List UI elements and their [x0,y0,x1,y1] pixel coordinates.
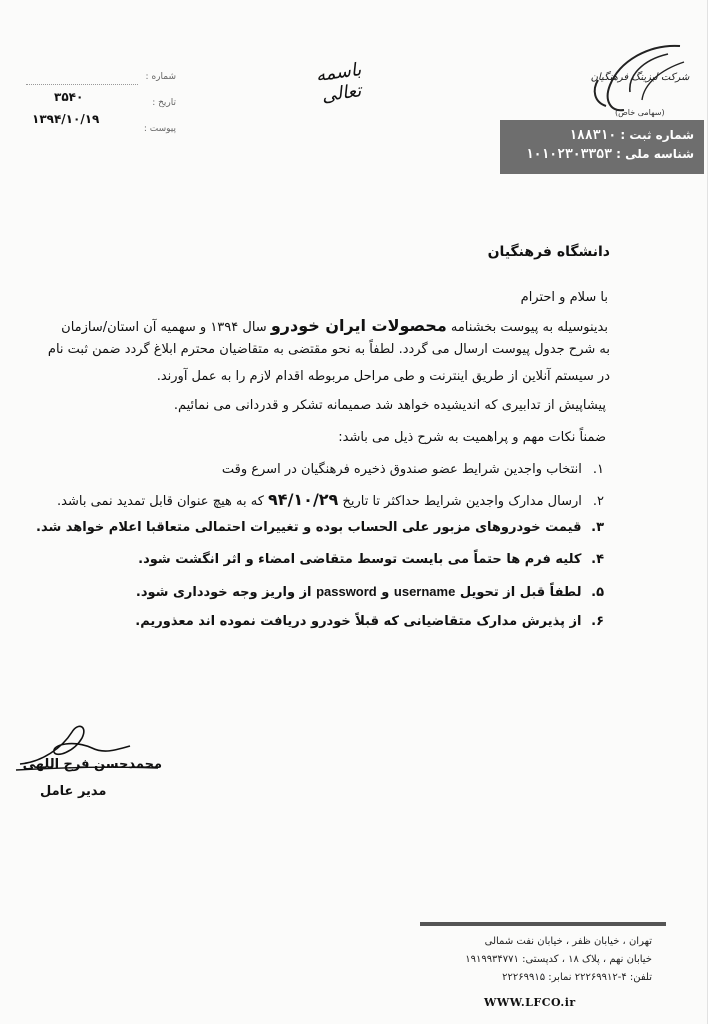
list-item-text-end: از واریز وجه خودداری شود. [135,585,312,600]
meta-number-label: شماره : [145,72,176,82]
recipient: دانشگاه فرهنگیان [487,244,610,260]
deadline-date: ۹۴/۱۰/۲۹ [268,490,339,509]
meta-number-value: ۳۵۴۰ [54,90,84,104]
password-keyword: password [316,584,377,599]
list-item-number: ۳. [591,520,604,535]
notes-intro: ضمناً نکات مهم و پراهمیت به شرح ذیل می باشد: [338,430,606,445]
list-item-text: انتخاب واجدین شرایط عضو صندوق ذخیره فرهنگیان در اسرع وقت [221,462,582,477]
list-item-conjunction: و [381,585,390,600]
list-item [57,490,604,509]
paragraph-4: پیشاپیش از تدابیری که اندیشیده خواهد شد صمیمانه تشکر و قدردانی می نمائیم. [173,398,606,413]
paragraph-3: در سیستم آنلاین از طریق اینترنت و طی مراحل مربوطه اقدام لازم را به عمل آورند. [156,369,610,384]
list-item-number: ۴. [591,552,604,567]
meta-line [26,84,138,85]
list-item-number: ۵. [591,585,604,600]
page-edge [707,0,724,1024]
footer-address-1: تهران ، خیابان ظفر ، خیابان نفت شمالی [484,936,652,947]
footer-phone: تلفن: ۴-۲۲۲۶۹۹۱۲ نمابر: ۲۲۲۶۹۹۱۵ [502,972,652,983]
list-item-text: ارسال مدارک واجدین شرایط حداکثر تا تاریخ [342,494,582,509]
list-item [138,552,604,567]
list-item-text: لطفاً قبل از تحویل [459,585,582,600]
paragraph-1-bold: محصولات ایران خودرو [270,316,447,335]
basmala: باسمه تعالی [314,59,363,107]
greeting: با سلام و احترام [520,290,608,305]
list-item-number: ۱. [592,462,604,477]
footer-website: WWW.LFCO.ir [484,996,576,1009]
signer-title: مدیر عامل [40,784,107,799]
list-item-text: کلیه فرم ها حتماً می بایست توسط متقاضی امضاء و اثر انگشت شود. [138,552,582,567]
footer-divider [420,922,666,926]
meta-date-value: ۱۳۹۴/۱۰/۱۹ [32,112,100,126]
logo-subtitle: (سهامی خاص) [615,108,665,117]
username-keyword: username [393,584,456,599]
list-item [222,462,604,477]
registration-box [500,120,704,174]
paragraph-2: به شرح جدول پیوست ارسال می گردد. لطفاً به نحو مقتضی به متقاضیان محترم ابلاغ گردد ضمن ثبت نام [47,342,610,357]
letter-meta [26,68,176,134]
meta-date-label: تاریخ : [152,98,176,108]
list-item-number: ۶. [591,614,604,629]
logo-text: شرکت لیزینگ فرهنگیان [590,72,690,83]
list-item [36,520,604,535]
registration-number-label: شماره ثبت : [620,128,694,142]
footer-address-2: خیابان نهم ، پلاک ۱۸ ، کدپستی: ۱۹۱۹۹۳۴۷۷۱ [465,954,652,965]
signature-scribble [12,718,162,788]
national-id-label: شناسه ملی : [616,147,694,161]
meta-date-row [26,112,176,134]
national-id-value: ۱۰۱۰۲۳۰۳۳۵۳ [525,147,612,162]
national-id [500,145,694,164]
paragraph-1 [61,316,608,335]
list-item-text: از پذیرش مدارک متقاضیانی که قبلاً خودرو دریافت نموده اند معذوریم. [135,614,582,629]
list-item [136,584,604,600]
registration-number-value: ۱۸۸۳۱۰ [569,128,617,143]
list-item [135,614,604,629]
list-item-number: ۲. [592,494,604,509]
meta-attachment-label: پیوست : [143,124,176,134]
list-item-text-end: که به هیچ عنوان قابل تمدید نمی باشد. [57,494,264,509]
paragraph-1-start: بدینوسیله به پیوست بخشنامه [450,320,608,335]
signer-name: محمدحسن فرج اللهی [22,757,162,772]
meta-number-value-row [26,90,176,112]
paragraph-1-end: سال ۱۳۹۴ و سهمیه آن استان/سازمان [61,320,267,335]
registration-number [500,126,694,145]
list-item-text: قیمت خودروهای مزبور علی الحساب بوده و تغییرات احتمالی متعاقبا اعلام خواهد شد. [36,520,582,535]
meta-number-row [26,68,176,90]
